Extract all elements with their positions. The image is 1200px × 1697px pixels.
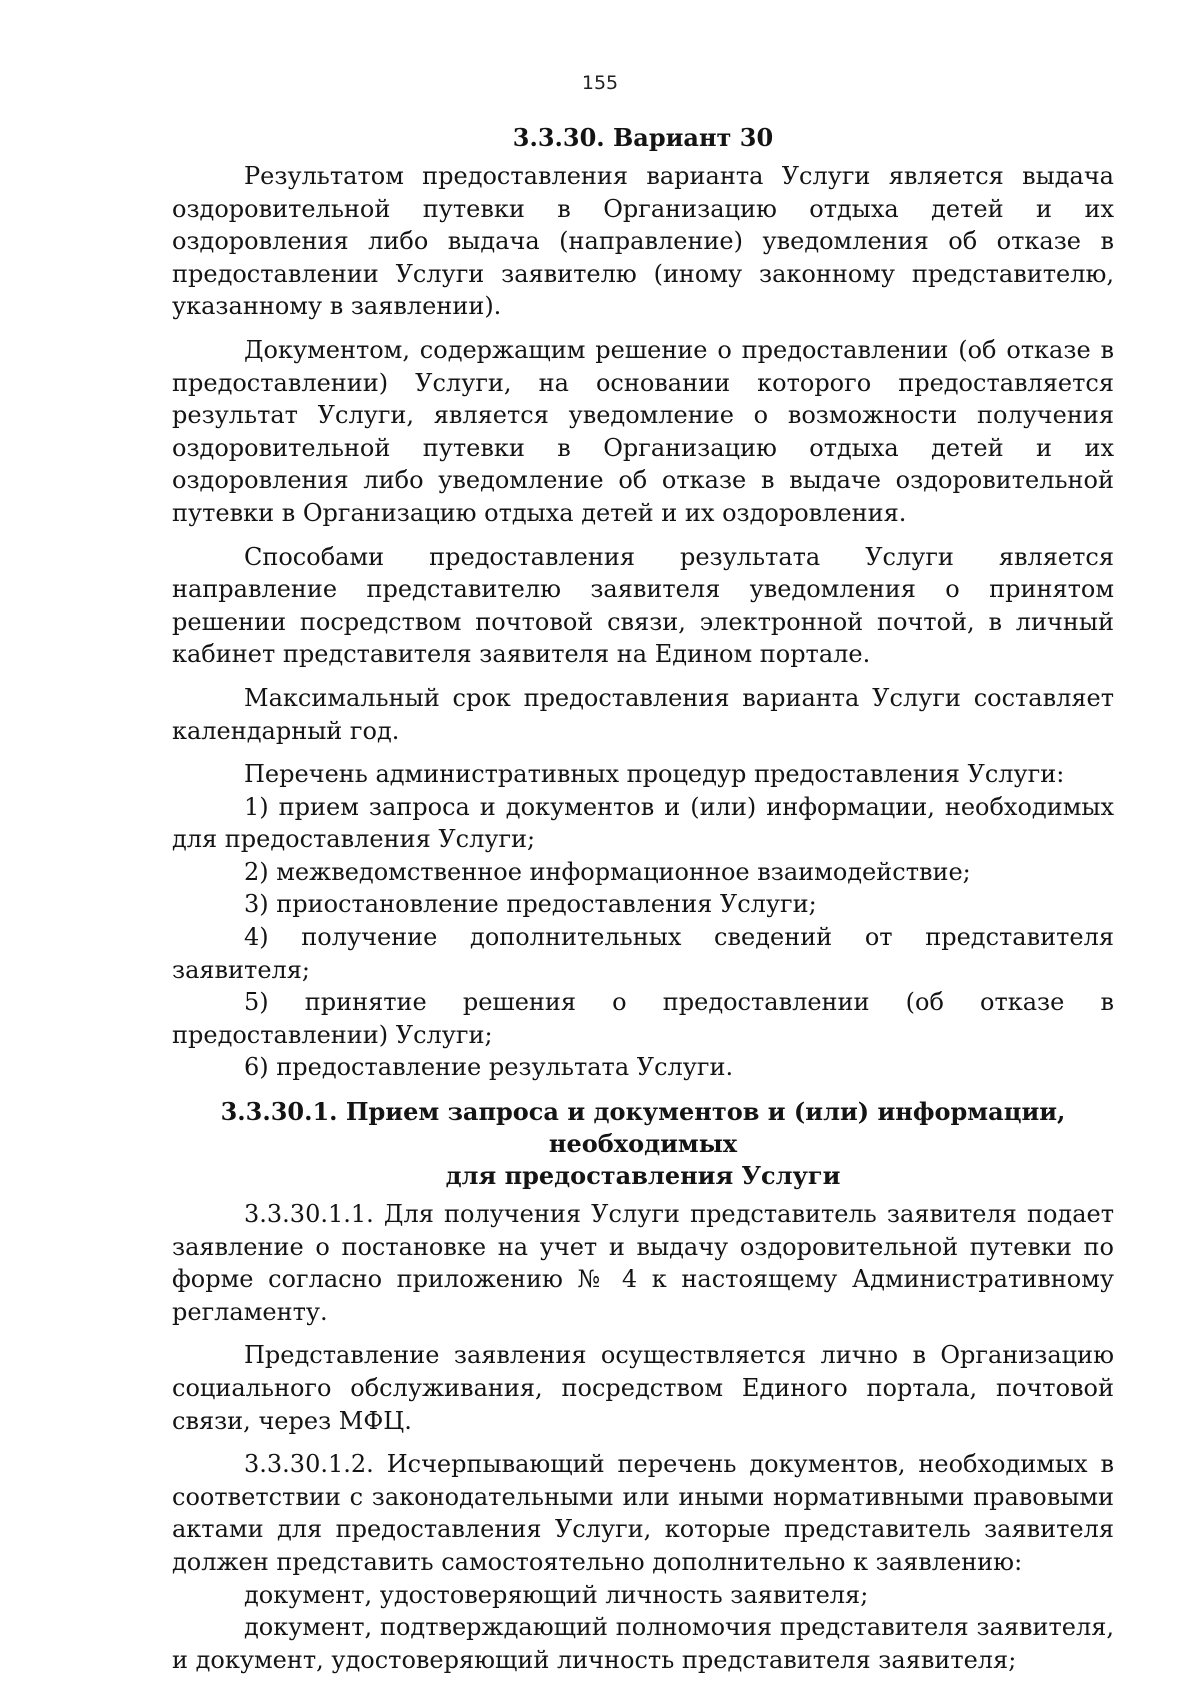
paragraph-decision-document: Документом, содержащим решение о предоставлении (об отказе в предоставлении) Услуги, на основании которого предоставляется результат Услуги, является уведомление о возможности получения оздоровительной путевки в Организацию отдыха детей и их оздоровления либо уведомление об отказе в выдаче оздоровительной путевки в Организацию отдыха детей и их оздоровления. (172, 335, 1114, 527)
subsection-heading (172, 1096, 1114, 1192)
procedure-item: 2) межведомственное информационное взаимодействие; (244, 857, 971, 886)
procedure-item: 3) приостановление предоставления Услуги; (244, 890, 817, 919)
document-body (172, 122, 1114, 1676)
paragraph-submission-channels: Представление заявления осуществляется лично в Организацию социального обслуживания, посредством Единого портала, почтовой связи, через МФЦ. (172, 1341, 1114, 1435)
paragraph-max-term: Максимальный срок предоставления варианта Услуги составляет календарный год. (172, 683, 1114, 745)
paragraph-delivery-methods: Способами предоставления результата Услуги является направление представителю заявителя уведомления о принятом решении посредством почтовой связи, электронной почтой, в личный кабинет представителя заявителя на Едином портале. (172, 542, 1114, 669)
paragraph-required-documents: 3.3.30.1.2. Исчерпывающий перечень документов, необходимых в соответствии с законодательными или иными нормативными правовыми актами для предоставления Услуги, которые представитель заявителя должен представить самостоятельно дополнительно к заявлению: (172, 1450, 1114, 1576)
paragraph-application-form: 3.3.30.1.1. Для получения Услуги представитель заявителя подает заявление о постановке на учет и выдачу оздоровительной путевки по форме согласно приложению № 4 к настоящему Административному регламенту. (172, 1200, 1114, 1326)
paragraph-result: Результатом предоставления варианта Услуги является выдача оздоровительной путевки в Организацию отдыха детей и их оздоровления либо выдача (направление) уведомления об отказе в предоставлении Услуги заявителю (иному законному представителю, указанному в заявлении). (172, 162, 1114, 321)
procedure-item: 6) предоставление результата Услуги. (244, 1053, 734, 1082)
procedure-item: 4) получение дополнительных сведений от представителя заявителя; (172, 923, 1114, 984)
procedure-item: 1) прием запроса и документов и (или) информации, необходимых для предоставления Услуги; (172, 792, 1114, 854)
procedures-intro: Перечень административных процедур предоставления Услуги: (244, 760, 1065, 789)
document-list-item: документ, удостоверяющий личность заявителя; (244, 1580, 869, 1609)
subsection-heading-line: 3.3.30.1. Прием запроса и документов и (или) информации, необходимых (220, 1097, 1066, 1159)
procedure-item: 5) принятие решения о предоставлении (об отказе в предоставлении) Услуги; (172, 988, 1114, 1049)
subsection-heading-line: для предоставления Услуги (445, 1161, 841, 1191)
section-heading: 3.3.30. Вариант 30 (512, 123, 774, 152)
page-number: 155 (581, 72, 619, 94)
document-list-item: документ, подтверждающий полномочия представителя заявителя, и документ, удостоверяющий личность представителя заявителя; (172, 1613, 1114, 1674)
